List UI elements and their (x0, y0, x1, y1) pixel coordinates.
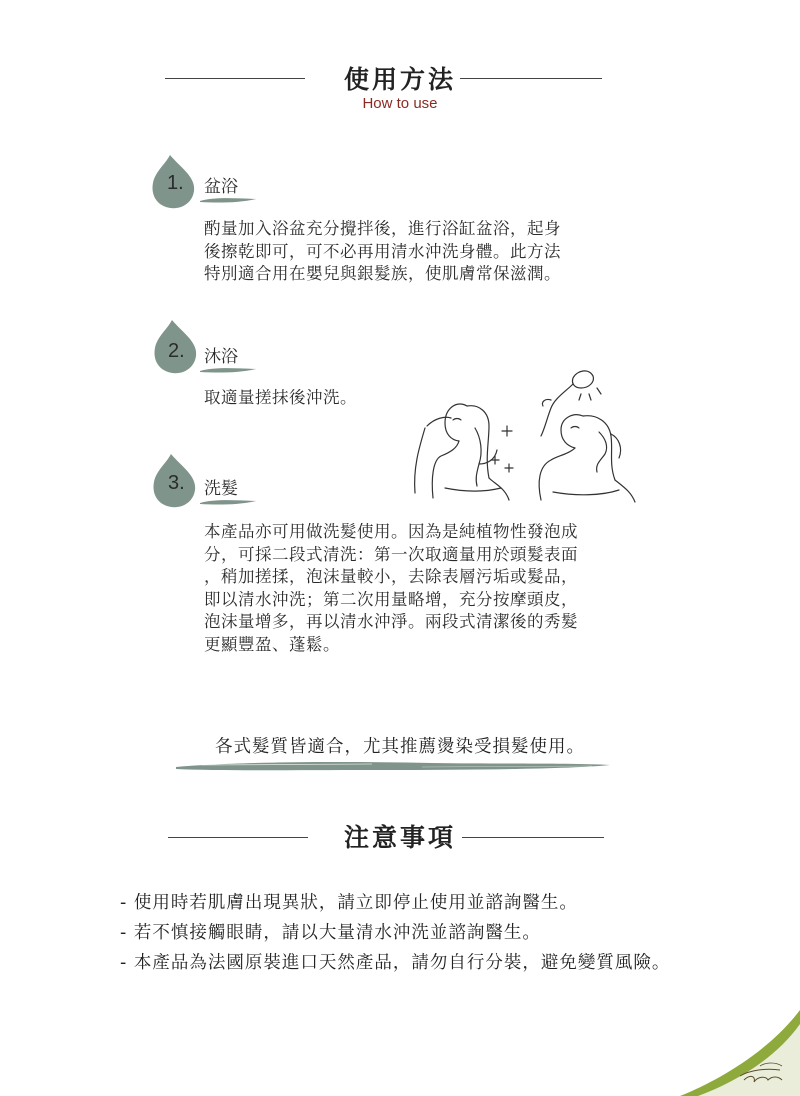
step-3-number: 3. (168, 472, 185, 494)
step-2-label: 沐浴 (204, 347, 238, 367)
precaution-item: - 使用時若肌膚出現異狀，請立即停止使用並諮詢醫生。 (120, 893, 578, 913)
step-2-underline-stroke (198, 365, 258, 375)
step-2-description (204, 387, 357, 410)
hair-washing-illustration (405, 368, 650, 508)
recommendation-text: 各式髮質皆適合，尤其推薦燙染受損髮使用。 (215, 737, 585, 757)
step-3-line: 分，可採二段式清洗：第一次取適量用於頭髮表面 (204, 544, 578, 564)
precaution-item: - 若不慎接觸眼睛，請以大量清水沖洗並諮詢醫生。 (120, 923, 541, 943)
step-3-label: 洗髮 (204, 479, 238, 499)
step-2-number: 2. (168, 340, 185, 362)
step-2-line: 取適量搓抹後沖洗。 (204, 388, 357, 407)
precaution-item: - 本產品為法國原裝進口天然產品，請勿自行分裝，避免變質風險。 (120, 953, 671, 973)
brand-logo-corner (680, 1010, 800, 1096)
step-1-line: 酌量加入浴盆充分攪拌後，進行浴缸盆浴，起身 (204, 219, 561, 238)
how-to-use-header (0, 60, 800, 100)
step-3-line: 本產品亦可用做洗髮使用。因為是純植物性發泡成 (204, 522, 578, 541)
how-to-use-title: 使用方法 (343, 65, 456, 94)
step-1-label: 盆浴 (204, 177, 238, 197)
step-3-line: 更顯豐盈、蓬鬆。 (204, 634, 340, 654)
recommendation-brush-stroke (172, 759, 614, 773)
step-3-line: 即以清水沖洗；第二次用量略增，充分按摩頭皮， (204, 589, 578, 609)
step-1-line: 後擦乾即可，可不必再用清水沖洗身體。此方法 (204, 241, 561, 261)
precautions-title: 注意事項 (343, 823, 456, 852)
step-1-number: 1. (167, 172, 184, 194)
step-1-underline-stroke (198, 195, 258, 205)
precautions-list (120, 888, 670, 978)
step-3-description (204, 521, 578, 656)
step-3-line: 泡沫量增多，再以清水沖淨。兩段式清潔後的秀髮 (204, 612, 578, 631)
step-3-line: ，稍加搓揉，泡沫量較小，去除表層污垢或髮品， (204, 567, 578, 586)
precautions-header (0, 818, 800, 858)
step-3-underline-stroke (198, 497, 258, 507)
step-1-description (204, 218, 561, 286)
step-1-line: 特別適合用在嬰兒與銀髮族，使肌膚常保滋潤。 (204, 264, 561, 283)
how-to-use-subtitle: How to use (362, 95, 438, 112)
